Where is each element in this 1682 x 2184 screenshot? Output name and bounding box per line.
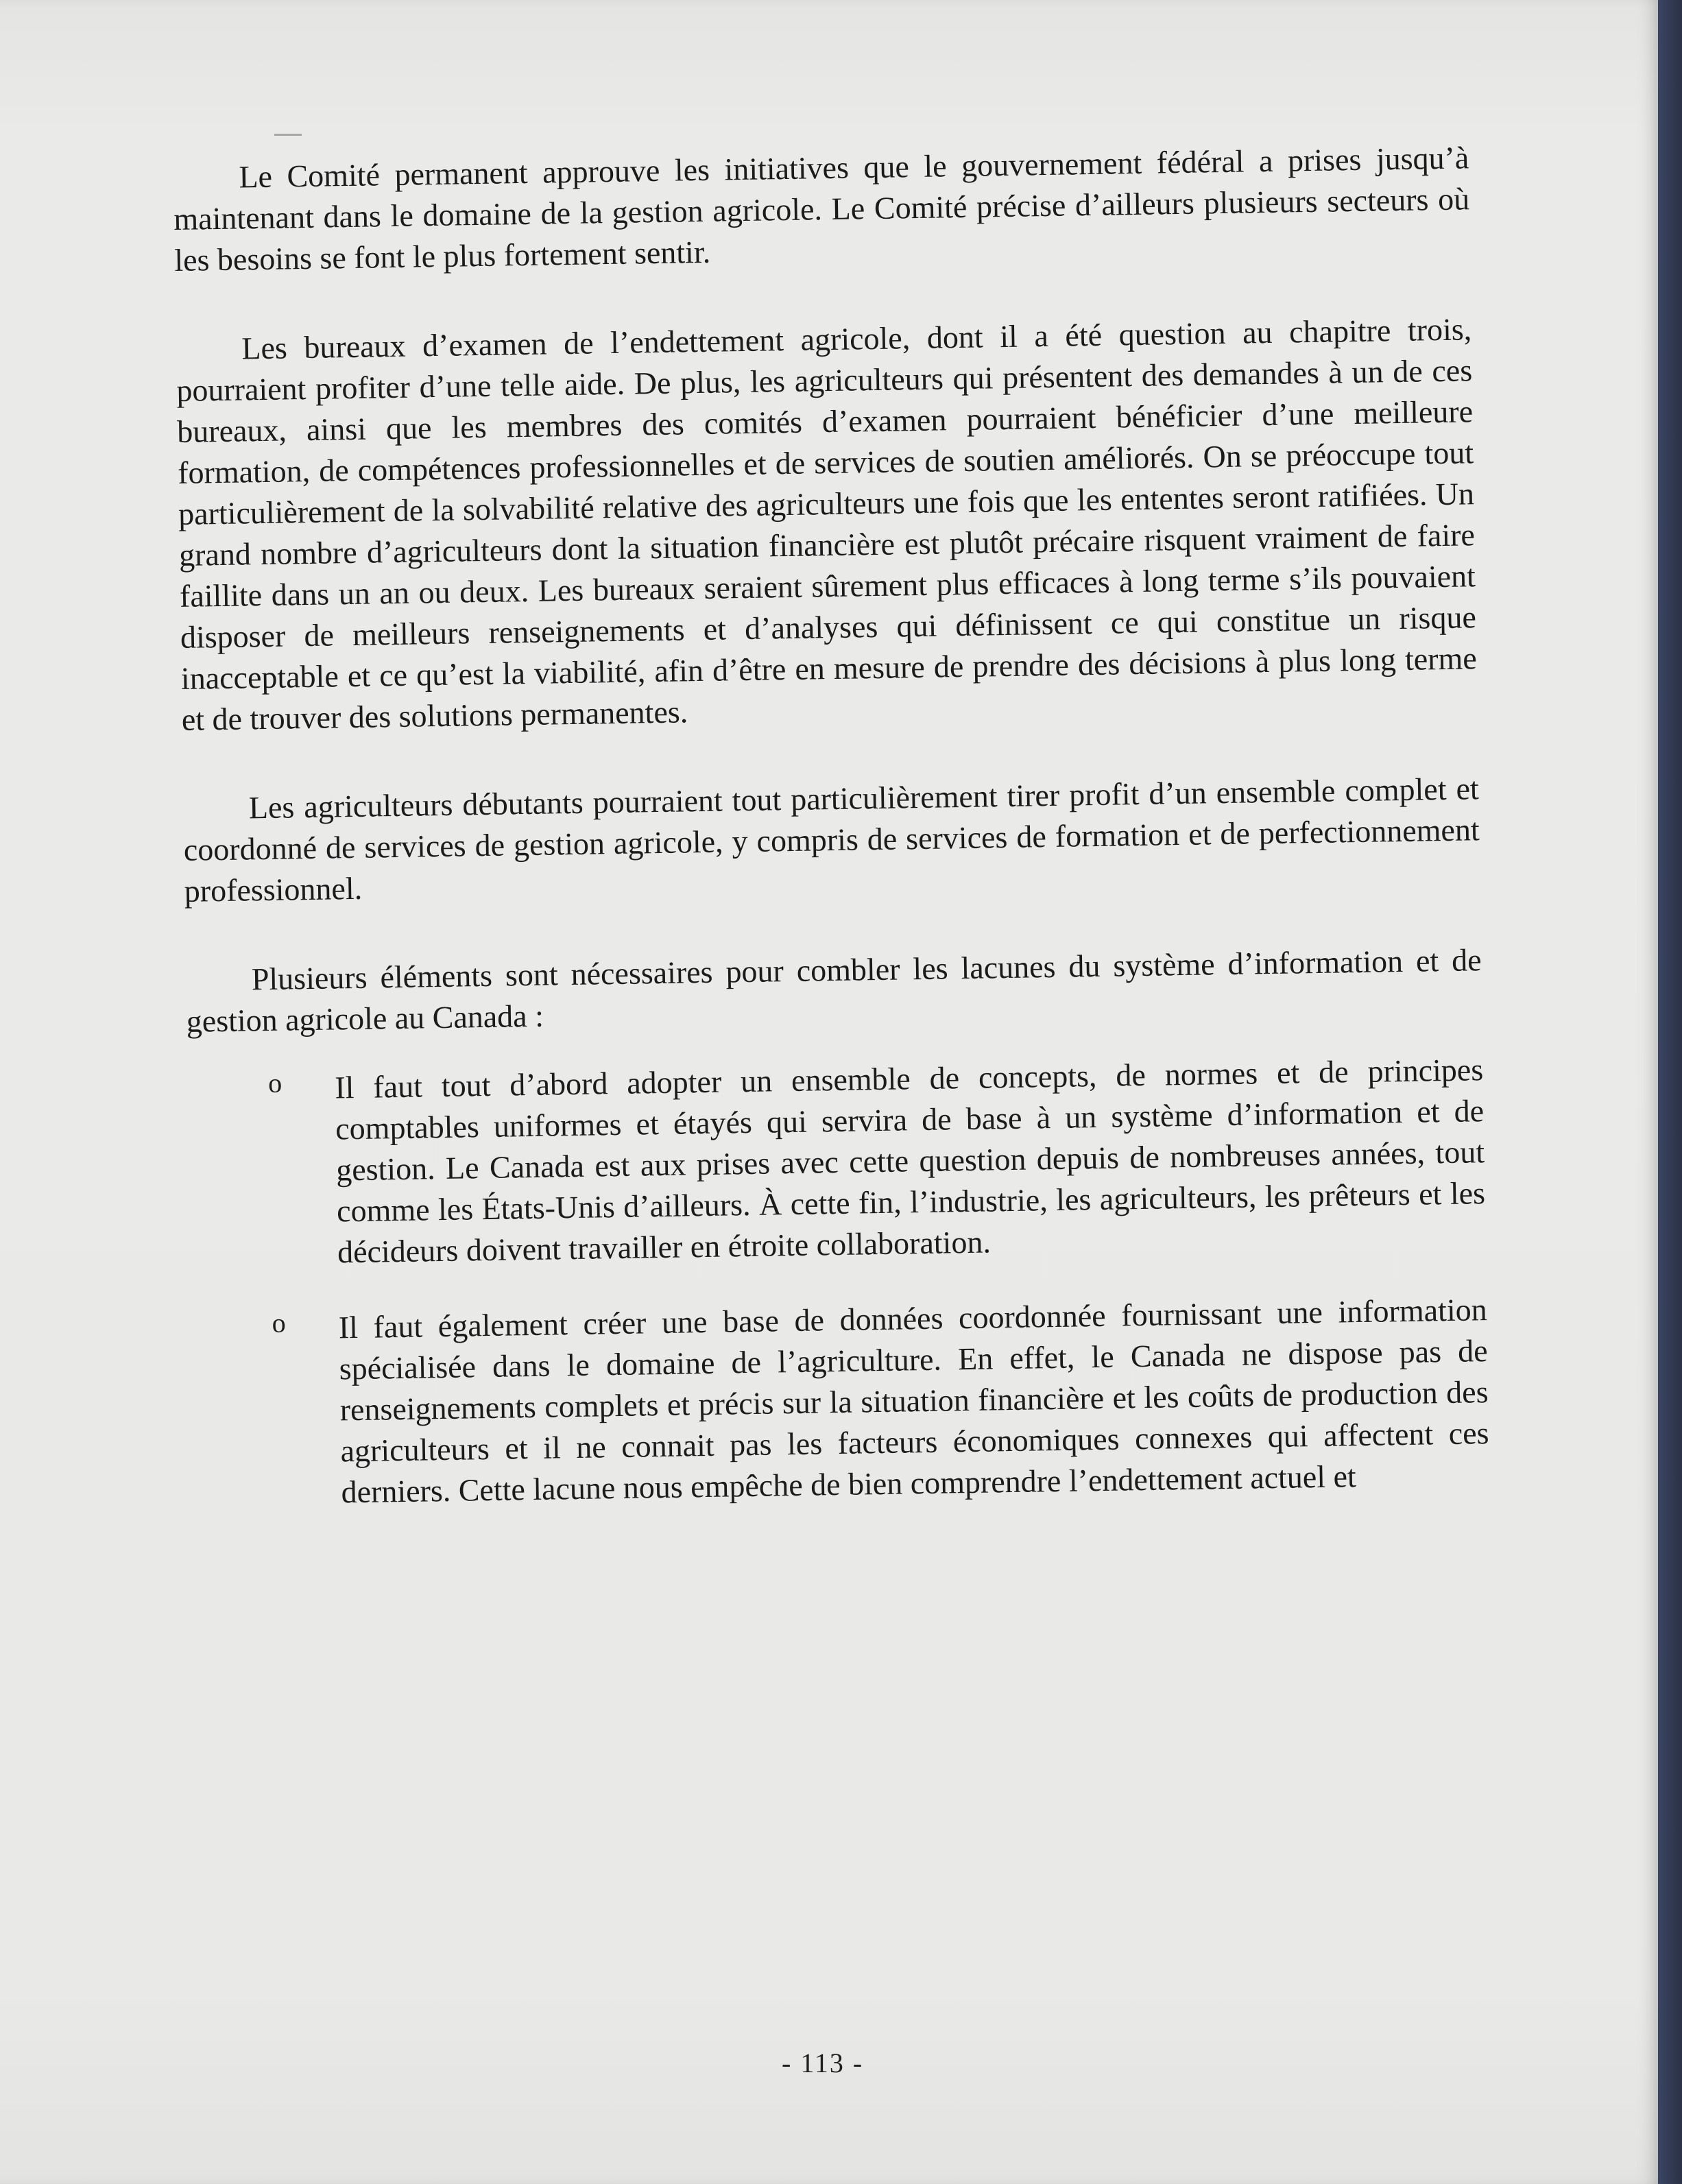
bullet-item-2 bbox=[191, 1289, 1489, 1515]
bullet-item-1 bbox=[187, 1049, 1486, 1275]
bullet-symbol: o bbox=[272, 1307, 287, 1339]
paragraph-2: Les bureaux d’examen de l’endettement agricole, dont il a été question au chapitre trois, pourraient profiter d’une telle aide. De plus, les agriculteurs qui présentent des demandes à un de ces bureaux, ainsi que les membres des comités d’examen pourraient bénéficier d’une meilleure formation, de compétences professionnelles et de services de soutien améliorés. On se préoccupe tout particulièrement de la solvabilité relative des agriculteurs une fois que les ententes seront ratifiées. Un grand nombre d’agriculteurs dont la situation financière est plutôt précaire risquent vraiment de faire faillite dans un an ou deux. Les bureaux seraient sûrement plus efficaces à long terme s’ils pouvaient disposer de meilleurs renseignements et d’analyses qui définissent ce qui constitue un risque inacceptable et ce qu’est la viabilité, afin d’être en mesure de prendre des décisions à plus long terme et de trouver des solutions permanentes. bbox=[176, 311, 1478, 737]
bullet-text-1: Il faut tout d’abord adopter un ensemble de concepts, de normes et de principes comptables uniformes et étayés qui servira de base à un système d’information et de gestion. Le Canada est aux prises avec cette question depuis de nombreuses années, tout comme les États-Unis d’ailleurs. À cette fin, l’industrie, les agriculteurs, les prêteurs et les décideurs doivent travailler en étroite collaboration. bbox=[334, 1052, 1486, 1270]
paragraph-4: Plusieurs éléments sont nécessaires pour combler les lacunes du système d’information et de gestion agricole au Canada : bbox=[186, 942, 1482, 1039]
body-text bbox=[173, 137, 1491, 1549]
bullet-text-2: Il faut également créer une base de données coordonnée fournissant une information spécialisée dans le domaine de l’agriculture. En effet, le Canada ne dispose pas de renseignements complets et précis sur la situation financière et les coûts de production des agriculteurs et il ne connait pas les facteurs économiques connexes qui affectent ces derniers. Cette lacune nous empêche de bien comprendre l’endettement actuel et bbox=[338, 1292, 1489, 1510]
paragraph-1: Le Comité permanent approuve les initiatives que le gouvernement fédéral a prises jusqu’à maintenant dans le domaine de la gestion agricole. Le Comité précise d’ailleurs plusieurs secteurs où les besoins se font le plus fortement sentir. bbox=[173, 140, 1470, 278]
paragraph-3: Les agriculteurs débutants pourraient tout particulièrement tirer profit d’un ensemble complet et coordonné de services de gestion agricole, y compris de services de formation et de perfectionnement professionnel. bbox=[183, 771, 1480, 909]
bullet-symbol: o bbox=[267, 1067, 283, 1099]
page-number: - 113 - bbox=[782, 2048, 864, 2078]
margin-mark bbox=[274, 134, 302, 136]
